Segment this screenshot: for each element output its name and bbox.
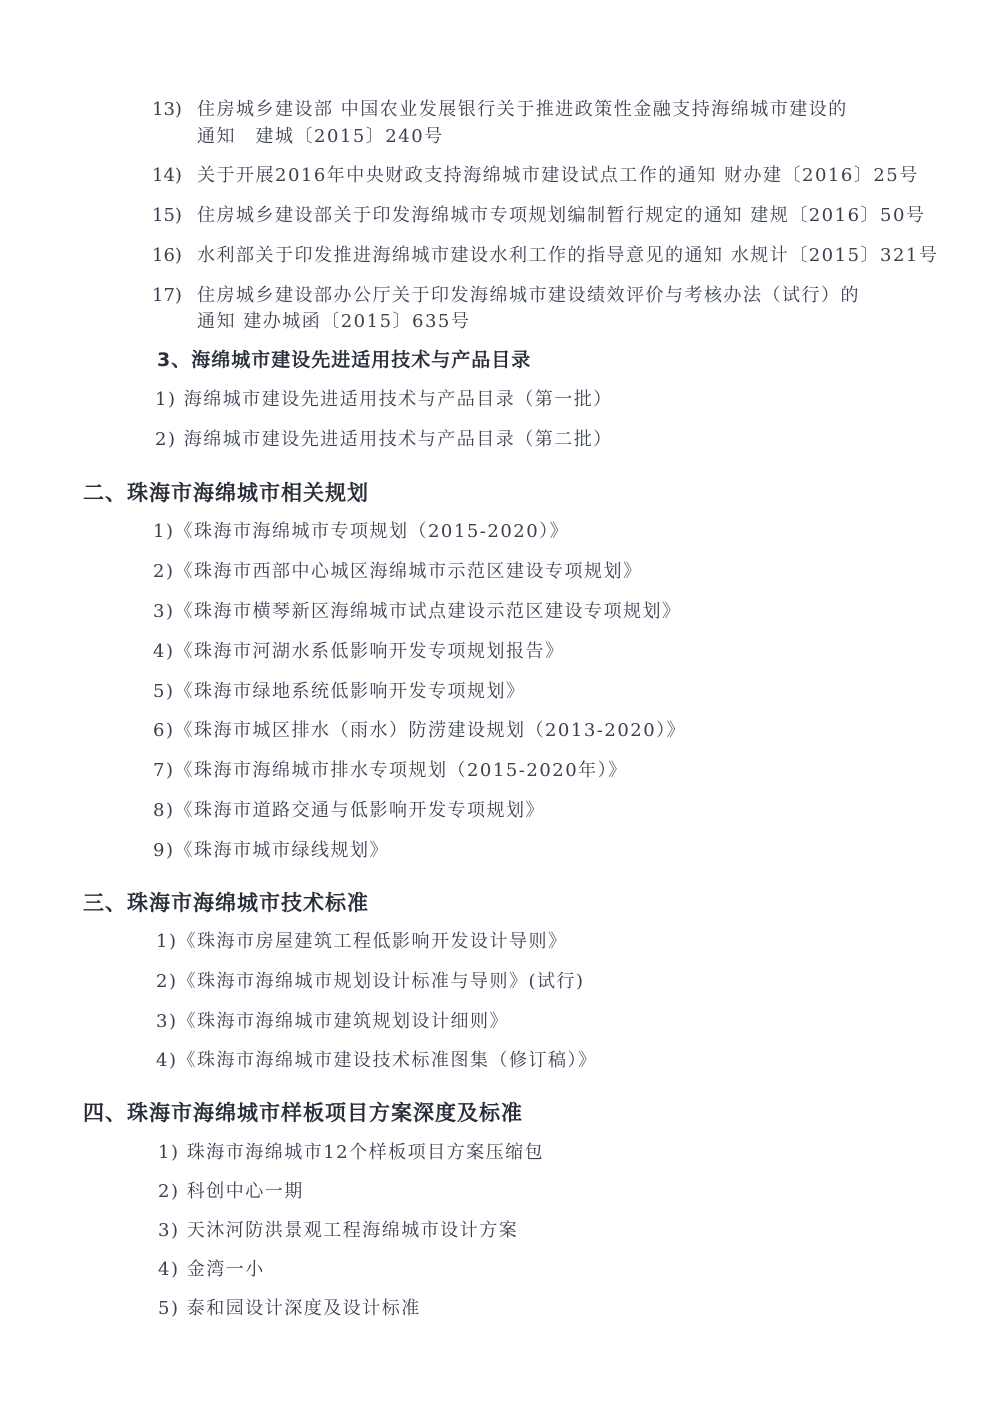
part-heading: 四、珠海市海绵城市样板项目方案深度及标准 [83, 1101, 523, 1125]
list-item: 1)《珠海市海绵城市专项规划（2015-2020）》 [153, 521, 570, 542]
list-item: 1) 海绵城市建设先进适用技术与产品目录（第一批） [155, 389, 613, 410]
list-item: 4)《珠海市海绵城市建设技术标准图集（修订稿）》 [156, 1050, 598, 1071]
list-item: 7)《珠海市海绵城市排水专项规划（2015-2020年）》 [153, 760, 628, 781]
section-heading: 3、海绵城市建设先进适用技术与产品目录 [157, 349, 532, 371]
part-heading: 二、珠海市海绵城市相关规划 [83, 481, 369, 505]
list-item: 住房城乡建设部 中国农业发展银行关于推进政策性金融支持海绵城市建设的 [197, 99, 848, 120]
list-item: 9)《珠海市城市绿线规划》 [153, 840, 389, 861]
list-item: 3)《珠海市横琴新区海绵城市试点建设示范区建设专项规划》 [153, 601, 682, 622]
item-number: 16) [152, 245, 182, 266]
list-item: 2)《珠海市西部中心城区海绵城市示范区建设专项规划》 [153, 561, 643, 582]
list-item: 1)《珠海市房屋建筑工程低影响开发设计导则》 [156, 931, 568, 952]
list-item: 通知 建城〔2015〕240号 [197, 126, 444, 147]
list-item: 5)《珠海市绿地系统低影响开发专项规划》 [153, 681, 526, 702]
list-item: 2) 科创中心一期 [158, 1181, 304, 1202]
list-item: 4)《珠海市河湖水系低影响开发专项规划报告》 [153, 641, 565, 662]
list-item: 3) 天沐河防洪景观工程海绵城市设计方案 [158, 1220, 519, 1241]
part-heading: 三、珠海市海绵城市技术标准 [83, 891, 369, 915]
item-number: 15) [152, 205, 182, 226]
item-number: 14) [152, 165, 182, 186]
list-item: 8)《珠海市道路交通与低影响开发专项规划》 [153, 800, 545, 821]
item-number: 17) [152, 285, 182, 306]
item-number: 13) [152, 99, 182, 120]
list-item: 4) 金湾一小 [158, 1259, 265, 1280]
list-item: 通知 建办城函〔2015〕635号 [197, 311, 471, 332]
list-item: 3)《珠海市海绵城市建筑规划设计细则》 [156, 1011, 509, 1032]
list-item: 2) 海绵城市建设先进适用技术与产品目录（第二批） [155, 429, 613, 450]
list-item: 住房城乡建设部办公厅关于印发海绵城市建设绩效评价与考核办法（试行）的 [197, 285, 860, 306]
list-item: 住房城乡建设部关于印发海绵城市专项规划编制暂行规定的通知 建规〔2016〕50号 [197, 205, 926, 226]
list-item: 关于开展2016年中央财政支持海绵城市建设试点工作的通知 财办建〔2016〕25号 [197, 165, 919, 186]
list-item: 水利部关于印发推进海绵城市建设水利工作的指导意见的通知 水规计〔2015〕321号 [197, 245, 939, 266]
list-item: 5) 泰和园设计深度及设计标准 [158, 1298, 421, 1319]
list-item: 2)《珠海市海绵城市规划设计标准与导则》(试行) [156, 971, 585, 992]
list-item: 6)《珠海市城区排水（雨水）防涝建设规划（2013-2020）》 [153, 720, 687, 741]
list-item: 1) 珠海市海绵城市12个样板项目方案压缩包 [158, 1142, 545, 1163]
